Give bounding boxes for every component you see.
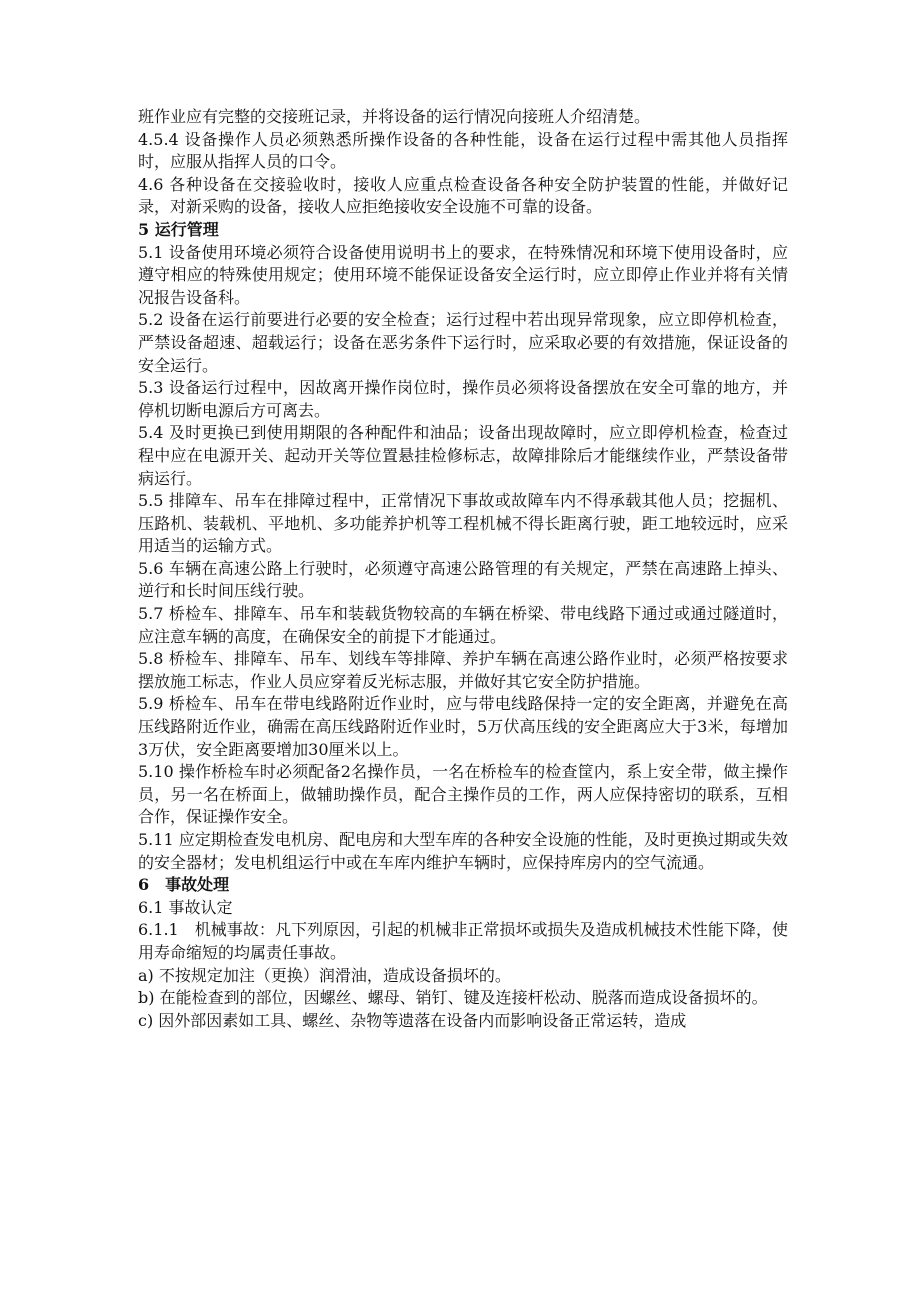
paragraph: 班作业应有完整的交接班记录，并将设备的运行情况向接班人介绍清楚。 [138,107,651,126]
paragraph: 5.9 桥检车、吊车在带电线路附近作业时，应与带电线路保持一定的安全距离，并避免在高压线路附近作业，确需在高压线路附近作业时，5万伏高压线的安全距离应大于3米，每增加3万伏，安全距离要增加30厘米以上。 [138,694,788,759]
paragraph: 5.8 桥检车、排障车、吊车、划线车等排障、养护车辆在高速公路作业时，必须严格按要求摆放施工标志，作业人员应穿着反光标志服，并做好其它安全防护措施。 [138,649,788,691]
section-heading: 5 运行管理 [138,219,219,239]
section-heading: 6 事故处理 [138,875,230,895]
list-item: b) 在能检查到的部位，因螺丝、螺母、销钉、键及连接杆松动、脱落而造成设备损坏的。 [138,988,768,1008]
paragraph: 6.1 事故认定 [138,897,233,917]
list-item: a) 不按规定加注（更换）润滑油，造成设备损坏的。 [138,965,511,985]
paragraph: 4.6 各种设备在交接验收时，接收人应重点检查设备各种安全防护装置的性能，并做好记录，对新采购的设备，接收人应拒绝接收安全设施不可靠的设备。 [138,174,788,217]
paragraph: 5.7 桥检车、排障车、吊车和装载货物较高的车辆在桥梁、带电线路下通过或通过隧道时，应注意车辆的高度，在确保安全的前提下才能通过。 [138,604,788,646]
paragraph: 5.2 设备在运行前要进行必要的安全检查；运行过程中若出现异常现象，应立即停机检查，严禁设备超速、超载运行；设备在恶劣条件下运行时，应采取必要的有效措施，保证设备的安全运行。 [138,310,788,375]
paragraph: 5.4 及时更换已到使用期限的各种配件和油品；设备出现故障时，应立即停机检查，检查过程中应在电源开关、起动开关等位置悬挂检修标志，故障排除后才能继续作业，严禁设备带病运行。 [138,423,788,488]
paragraph: 4.5.4 设备操作人员必须熟悉所操作设备的各种性能，设备在运行过程中需其他人员指挥时，应服从指挥人员的口令。 [138,129,788,172]
paragraph: 6.1.1 机械事故：凡下列原因，引起的机械非正常损坏或损失及造成机械技术性能下降，使用寿命缩短的均属责任事故。 [138,920,788,962]
paragraph: 5.3 设备运行过程中，因故离开操作岗位时，操作员必须将设备摆放在安全可靠的地方，并停机切断电源后方可离去。 [138,378,788,420]
paragraph: 5.11 应定期检查发电机房、配电房和大型车库的各种安全设施的性能，及时更换过期或失效的安全器材；发电机组运行中或在车库内维护车辆时，应保持库房内的空气流通。 [138,830,788,872]
document-page [138,106,788,1032]
paragraph: 5.10 操作桥检车时必须配备2名操作员，一名在桥检车的检查筐内，系上安全带，做主操作员，另一名在桥面上，做辅助操作员，配合主操作员的工作，两人应保持密切的联系，互相合作，保证操作安全。 [138,762,788,827]
paragraph: 5.6 车辆在高速公路上行驶时，必须遵守高速公路管理的有关规定，严禁在高速路上掉头、逆行和长时间压线行驶。 [138,558,788,601]
paragraph: 5.1 设备使用环境必须符合设备使用说明书上的要求，在特殊情况和环境下使用设备时，应遵守相应的特殊使用规定；使用环境不能保证设备安全运行时，应立即停止作业并将有关情况报告设备科。 [138,242,788,307]
list-item: c) 因外部因素如工具、螺丝、杂物等遗落在设备内而影响设备正常运转，造成 [138,1010,687,1030]
paragraph: 5.5 排障车、吊车在排障过程中，正常情况下事故或故障车内不得承载其他人员；挖掘机、压路机、装载机、平地机、多功能养护机等工程机械不得长距离行驶，距工地较远时，应采用适当的运输方式。 [138,491,788,556]
